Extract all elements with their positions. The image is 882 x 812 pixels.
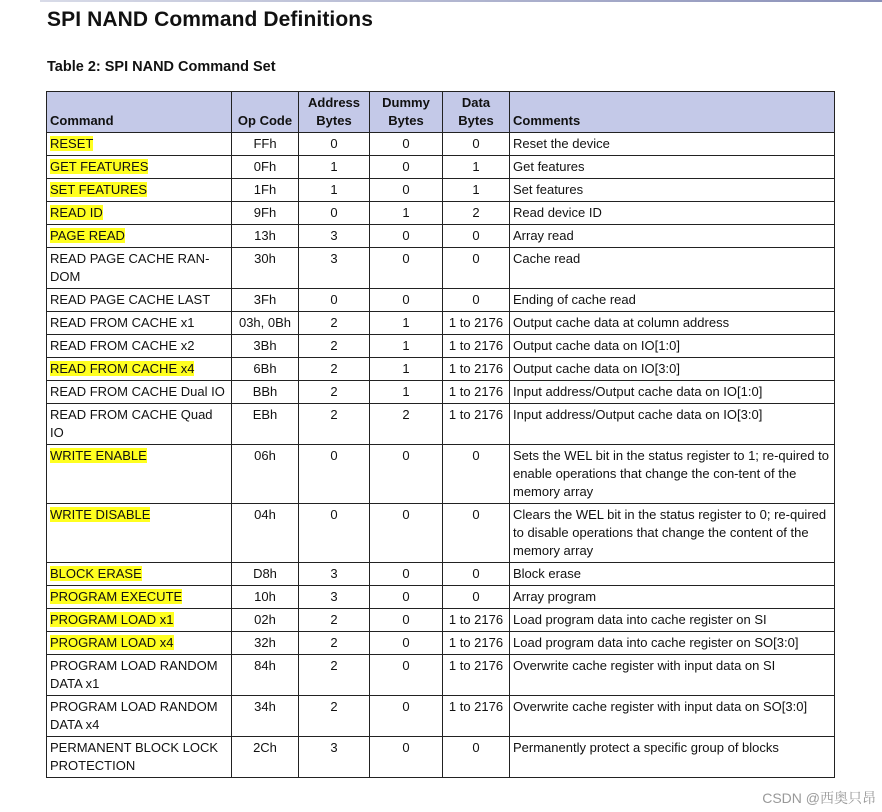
dummy-bytes-cell [370, 504, 443, 563]
dummy-bytes-cell-text: 0 [402, 251, 410, 266]
command-cell [47, 335, 232, 358]
address-bytes-cell [299, 586, 370, 609]
comment-cell [510, 156, 835, 179]
data-bytes-cell-text: 1 to 2176 [448, 384, 504, 399]
command-cell [47, 655, 232, 696]
command-name: READ ID [50, 205, 103, 220]
opcode-cell [232, 404, 299, 445]
command-cell [47, 248, 232, 289]
comment-cell [510, 358, 835, 381]
table-row [47, 312, 835, 335]
data-bytes-cell [443, 133, 510, 156]
data-bytes-cell-text: 2 [472, 205, 480, 220]
table-row [47, 179, 835, 202]
data-bytes-cell-text: 0 [472, 448, 480, 463]
table-row [47, 335, 835, 358]
comment-cell [510, 289, 835, 312]
command-cell [47, 563, 232, 586]
data-bytes-cell-text: 1 to 2176 [448, 612, 504, 627]
address-bytes-cell [299, 289, 370, 312]
opcode-cell [232, 696, 299, 737]
comment-cell [510, 312, 835, 335]
command-cell [47, 609, 232, 632]
opcode-cell-text: 02h [254, 612, 276, 627]
data-bytes-cell-text: 0 [472, 251, 480, 266]
address-bytes-cell-text: 2 [330, 612, 338, 627]
address-bytes-cell-text: 3 [330, 566, 338, 581]
address-bytes-cell-text: 3 [330, 589, 338, 604]
dummy-bytes-cell [370, 289, 443, 312]
opcode-cell-text: EBh [252, 407, 278, 422]
command-name: WRITE DISABLE [50, 507, 151, 522]
header-comments: Comments [510, 92, 835, 133]
comment-cell-text: Read device ID [513, 205, 602, 220]
data-bytes-cell [443, 289, 510, 312]
dummy-bytes-cell-text: 2 [402, 407, 410, 422]
address-bytes-cell [299, 381, 370, 404]
address-bytes-cell-text: 0 [330, 136, 338, 151]
comment-cell-text: Array program [513, 589, 597, 604]
command-name: READ PAGE CACHE LAST [50, 292, 211, 307]
dummy-bytes-cell-text: 1 [402, 361, 410, 376]
dummy-bytes-cell [370, 381, 443, 404]
command-cell [47, 289, 232, 312]
opcode-cell-text: 03h, 0Bh [238, 315, 292, 330]
address-bytes-cell-text: 2 [330, 338, 338, 353]
command-cell [47, 358, 232, 381]
data-bytes-cell [443, 358, 510, 381]
address-bytes-cell [299, 179, 370, 202]
command-name: BLOCK ERASE [50, 566, 142, 581]
address-bytes-cell-text: 2 [330, 384, 338, 399]
comment-cell-text: Output cache data on IO[1:0] [513, 338, 680, 353]
data-bytes-cell-text: 1 to 2176 [448, 699, 504, 714]
command-cell [47, 632, 232, 655]
address-bytes-cell-text: 2 [330, 315, 338, 330]
data-bytes-cell-text: 0 [472, 740, 480, 755]
table-row [47, 632, 835, 655]
comment-cell-text: Overwrite cache register with input data on SO[3:0] [513, 699, 808, 714]
table-row [47, 289, 835, 312]
command-name: RESET [50, 136, 94, 151]
data-bytes-cell [443, 248, 510, 289]
data-bytes-cell-text: 1 to 2176 [448, 315, 504, 330]
comment-cell-text: Reset the device [513, 136, 610, 151]
opcode-cell [232, 563, 299, 586]
command-cell [47, 404, 232, 445]
address-bytes-cell [299, 655, 370, 696]
comment-cell [510, 381, 835, 404]
data-bytes-cell [443, 655, 510, 696]
table-row [47, 202, 835, 225]
command-cell [47, 737, 232, 778]
dummy-bytes-cell [370, 312, 443, 335]
address-bytes-cell-text: 0 [330, 205, 338, 220]
table-row [47, 563, 835, 586]
opcode-cell [232, 248, 299, 289]
table-caption: Table 2: SPI NAND Command Set [47, 59, 276, 75]
command-name: READ FROM CACHE Quad IO [50, 407, 213, 440]
command-name: READ PAGE CACHE RAN-DOM [50, 251, 210, 284]
dummy-bytes-cell [370, 737, 443, 778]
opcode-cell [232, 609, 299, 632]
address-bytes-cell-text: 1 [330, 159, 338, 174]
data-bytes-cell [443, 563, 510, 586]
dummy-bytes-cell-text: 0 [402, 448, 410, 463]
dummy-bytes-cell [370, 655, 443, 696]
opcode-cell-text: 04h [254, 507, 276, 522]
command-cell [47, 445, 232, 504]
opcode-cell-text: D8h [253, 566, 277, 581]
command-cell [47, 179, 232, 202]
dummy-bytes-cell-text: 1 [402, 384, 410, 399]
dummy-bytes-cell-text: 0 [402, 740, 410, 755]
data-bytes-cell [443, 696, 510, 737]
opcode-cell [232, 586, 299, 609]
header-address-bytes: Address Bytes [299, 92, 370, 133]
opcode-cell-text: FFh [253, 136, 277, 151]
address-bytes-cell [299, 609, 370, 632]
address-bytes-cell [299, 632, 370, 655]
dummy-bytes-cell [370, 358, 443, 381]
address-bytes-cell [299, 696, 370, 737]
comment-cell-text: Clears the WEL bit in the status register to 0; re-quired to disable operations that change the content of the memory array [513, 507, 827, 558]
comment-cell [510, 504, 835, 563]
opcode-cell-text: 3Bh [253, 338, 277, 353]
address-bytes-cell-text: 2 [330, 361, 338, 376]
comment-cell [510, 445, 835, 504]
opcode-cell [232, 655, 299, 696]
table-row [47, 737, 835, 778]
command-cell [47, 202, 232, 225]
table-row [47, 586, 835, 609]
dummy-bytes-cell [370, 609, 443, 632]
dummy-bytes-cell [370, 225, 443, 248]
comment-cell-text: Load program data into cache register on SO[3:0] [513, 635, 799, 650]
address-bytes-cell [299, 248, 370, 289]
data-bytes-cell-text: 1 to 2176 [448, 407, 504, 422]
comment-cell [510, 655, 835, 696]
opcode-cell-text: 06h [254, 448, 276, 463]
comment-cell [510, 179, 835, 202]
top-rule [40, 0, 882, 2]
comment-cell [510, 404, 835, 445]
comment-cell [510, 335, 835, 358]
table-row [47, 504, 835, 563]
comment-cell [510, 202, 835, 225]
comment-cell [510, 696, 835, 737]
command-name: GET FEATURES [50, 159, 149, 174]
address-bytes-cell [299, 202, 370, 225]
address-bytes-cell [299, 445, 370, 504]
comment-cell-text: Load program data into cache register on SI [513, 612, 767, 627]
address-bytes-cell [299, 504, 370, 563]
data-bytes-cell-text: 1 [472, 159, 480, 174]
data-bytes-cell-text: 1 to 2176 [448, 338, 504, 353]
dummy-bytes-cell-text: 0 [402, 566, 410, 581]
dummy-bytes-cell [370, 563, 443, 586]
dummy-bytes-cell-text: 0 [402, 699, 410, 714]
command-cell [47, 586, 232, 609]
dummy-bytes-cell-text: 0 [402, 228, 410, 243]
opcode-cell-text: 1Fh [253, 182, 277, 197]
command-cell [47, 312, 232, 335]
command-name: PROGRAM LOAD x4 [50, 635, 174, 650]
dummy-bytes-cell-text: 1 [402, 315, 410, 330]
opcode-cell-text: BBh [252, 384, 278, 399]
dummy-bytes-cell-text: 0 [402, 635, 410, 650]
command-table [46, 91, 835, 778]
address-bytes-cell-text: 1 [330, 182, 338, 197]
data-bytes-cell-text: 0 [472, 292, 480, 307]
data-bytes-cell-text: 1 [472, 182, 480, 197]
opcode-cell-text: 6Bh [253, 361, 277, 376]
dummy-bytes-cell [370, 156, 443, 179]
table-row [47, 404, 835, 445]
command-cell [47, 225, 232, 248]
data-bytes-cell-text: 1 to 2176 [448, 658, 504, 673]
opcode-cell-text: 3Fh [253, 292, 277, 307]
opcode-cell [232, 358, 299, 381]
table-row [47, 156, 835, 179]
table-row [47, 696, 835, 737]
comment-cell-text: Array read [513, 228, 574, 243]
data-bytes-cell [443, 504, 510, 563]
command-name: PROGRAM LOAD RANDOM DATA x1 [50, 658, 218, 691]
data-bytes-cell [443, 632, 510, 655]
command-name: READ FROM CACHE x1 [50, 315, 195, 330]
command-name: PROGRAM EXECUTE [50, 589, 183, 604]
opcode-cell-text: 30h [254, 251, 276, 266]
data-bytes-cell [443, 179, 510, 202]
address-bytes-cell [299, 312, 370, 335]
opcode-cell [232, 133, 299, 156]
comment-cell-text: Output cache data at column address [513, 315, 730, 330]
comment-cell [510, 133, 835, 156]
address-bytes-cell [299, 404, 370, 445]
comment-cell [510, 632, 835, 655]
comment-cell [510, 586, 835, 609]
table-row [47, 133, 835, 156]
opcode-cell [232, 737, 299, 778]
opcode-cell-text: 84h [254, 658, 276, 673]
opcode-cell [232, 156, 299, 179]
dummy-bytes-cell [370, 179, 443, 202]
data-bytes-cell-text: 0 [472, 507, 480, 522]
dummy-bytes-cell [370, 632, 443, 655]
dummy-bytes-cell [370, 696, 443, 737]
data-bytes-cell-text: 0 [472, 589, 480, 604]
address-bytes-cell-text: 2 [330, 407, 338, 422]
table-row [47, 609, 835, 632]
header-command: Command [47, 92, 232, 133]
opcode-cell [232, 504, 299, 563]
address-bytes-cell [299, 563, 370, 586]
data-bytes-cell [443, 156, 510, 179]
data-bytes-cell-text: 0 [472, 136, 480, 151]
opcode-cell [232, 335, 299, 358]
command-name: PROGRAM LOAD x1 [50, 612, 174, 627]
data-bytes-cell-text: 0 [472, 228, 480, 243]
address-bytes-cell-text: 0 [330, 448, 338, 463]
comment-cell-text: Input address/Output cache data on IO[3:0] [513, 407, 763, 422]
comment-cell-text: Get features [513, 159, 585, 174]
dummy-bytes-cell-text: 0 [402, 182, 410, 197]
table-row [47, 225, 835, 248]
dummy-bytes-cell-text: 0 [402, 292, 410, 307]
data-bytes-cell [443, 445, 510, 504]
address-bytes-cell-text: 0 [330, 292, 338, 307]
comment-cell-text: Sets the WEL bit in the status register to 1; re-quired to enable operations that change the con-tent of the memory array [513, 448, 830, 499]
comment-cell-text: Output cache data on IO[3:0] [513, 361, 680, 376]
command-name: PAGE READ [50, 228, 125, 243]
opcode-cell-text: 0Fh [253, 159, 277, 174]
table-row [47, 248, 835, 289]
command-name: WRITE ENABLE [50, 448, 147, 463]
command-name: SET FEATURES [50, 182, 148, 197]
data-bytes-cell [443, 737, 510, 778]
address-bytes-cell-text: 3 [330, 251, 338, 266]
opcode-cell [232, 225, 299, 248]
opcode-cell-text: 10h [254, 589, 276, 604]
data-bytes-cell [443, 225, 510, 248]
address-bytes-cell-text: 2 [330, 699, 338, 714]
comment-cell [510, 563, 835, 586]
data-bytes-cell-text: 1 to 2176 [448, 635, 504, 650]
data-bytes-cell [443, 609, 510, 632]
address-bytes-cell [299, 225, 370, 248]
address-bytes-cell [299, 156, 370, 179]
opcode-cell [232, 381, 299, 404]
address-bytes-cell [299, 133, 370, 156]
dummy-bytes-cell-text: 1 [402, 205, 410, 220]
dummy-bytes-cell [370, 445, 443, 504]
opcode-cell [232, 445, 299, 504]
comment-cell-text: Set features [513, 182, 584, 197]
table-row [47, 445, 835, 504]
address-bytes-cell-text: 2 [330, 658, 338, 673]
dummy-bytes-cell-text: 0 [402, 589, 410, 604]
table-header-row [47, 92, 835, 133]
command-name: READ FROM CACHE x4 [50, 361, 195, 376]
address-bytes-cell-text: 3 [330, 228, 338, 243]
page-title: SPI NAND Command Definitions [47, 8, 373, 31]
table-row [47, 358, 835, 381]
opcode-cell-text: 32h [254, 635, 276, 650]
data-bytes-cell [443, 381, 510, 404]
opcode-cell-text: 13h [254, 228, 276, 243]
command-cell [47, 504, 232, 563]
dummy-bytes-cell [370, 586, 443, 609]
command-name: READ FROM CACHE Dual IO [50, 384, 225, 399]
comment-cell [510, 248, 835, 289]
data-bytes-cell [443, 335, 510, 358]
dummy-bytes-cell-text: 0 [402, 136, 410, 151]
command-name: PERMANENT BLOCK LOCK PROTECTION [50, 740, 219, 773]
address-bytes-cell [299, 335, 370, 358]
opcode-cell-text: 2Ch [253, 740, 277, 755]
comment-cell-text: Block erase [513, 566, 581, 581]
dummy-bytes-cell [370, 335, 443, 358]
dummy-bytes-cell-text: 0 [402, 612, 410, 627]
command-name: READ FROM CACHE x2 [50, 338, 195, 353]
header-opcode: Op Code [232, 92, 299, 133]
comment-cell [510, 225, 835, 248]
address-bytes-cell-text: 0 [330, 507, 338, 522]
opcode-cell [232, 312, 299, 335]
command-name: PROGRAM LOAD RANDOM DATA x4 [50, 699, 218, 732]
comment-cell-text: Input address/Output cache data on IO[1:0] [513, 384, 763, 399]
opcode-cell [232, 202, 299, 225]
data-bytes-cell [443, 312, 510, 335]
dummy-bytes-cell-text: 1 [402, 338, 410, 353]
data-bytes-cell [443, 202, 510, 225]
comment-cell [510, 609, 835, 632]
data-bytes-cell-text: 0 [472, 566, 480, 581]
command-cell [47, 156, 232, 179]
watermark: CSDN @西奥只昂 [762, 790, 876, 806]
dummy-bytes-cell [370, 248, 443, 289]
table-row [47, 381, 835, 404]
header-dummy-bytes: Dummy Bytes [370, 92, 443, 133]
comment-cell-text: Ending of cache read [513, 292, 636, 307]
header-data-bytes: Data Bytes [443, 92, 510, 133]
table-row [47, 655, 835, 696]
address-bytes-cell-text: 2 [330, 635, 338, 650]
command-cell [47, 381, 232, 404]
comment-cell-text: Overwrite cache register with input data on SI [513, 658, 776, 673]
command-cell [47, 696, 232, 737]
address-bytes-cell [299, 737, 370, 778]
data-bytes-cell [443, 586, 510, 609]
opcode-cell [232, 289, 299, 312]
address-bytes-cell-text: 3 [330, 740, 338, 755]
comment-cell [510, 737, 835, 778]
dummy-bytes-cell [370, 202, 443, 225]
dummy-bytes-cell [370, 133, 443, 156]
data-bytes-cell [443, 404, 510, 445]
dummy-bytes-cell-text: 0 [402, 507, 410, 522]
dummy-bytes-cell [370, 404, 443, 445]
data-bytes-cell-text: 1 to 2176 [448, 361, 504, 376]
opcode-cell [232, 179, 299, 202]
comment-cell-text: Cache read [513, 251, 581, 266]
opcode-cell-text: 34h [254, 699, 276, 714]
command-cell [47, 133, 232, 156]
opcode-cell-text: 9Fh [253, 205, 277, 220]
dummy-bytes-cell-text: 0 [402, 159, 410, 174]
dummy-bytes-cell-text: 0 [402, 658, 410, 673]
comment-cell-text: Permanently protect a specific group of blocks [513, 740, 779, 755]
address-bytes-cell [299, 358, 370, 381]
opcode-cell [232, 632, 299, 655]
